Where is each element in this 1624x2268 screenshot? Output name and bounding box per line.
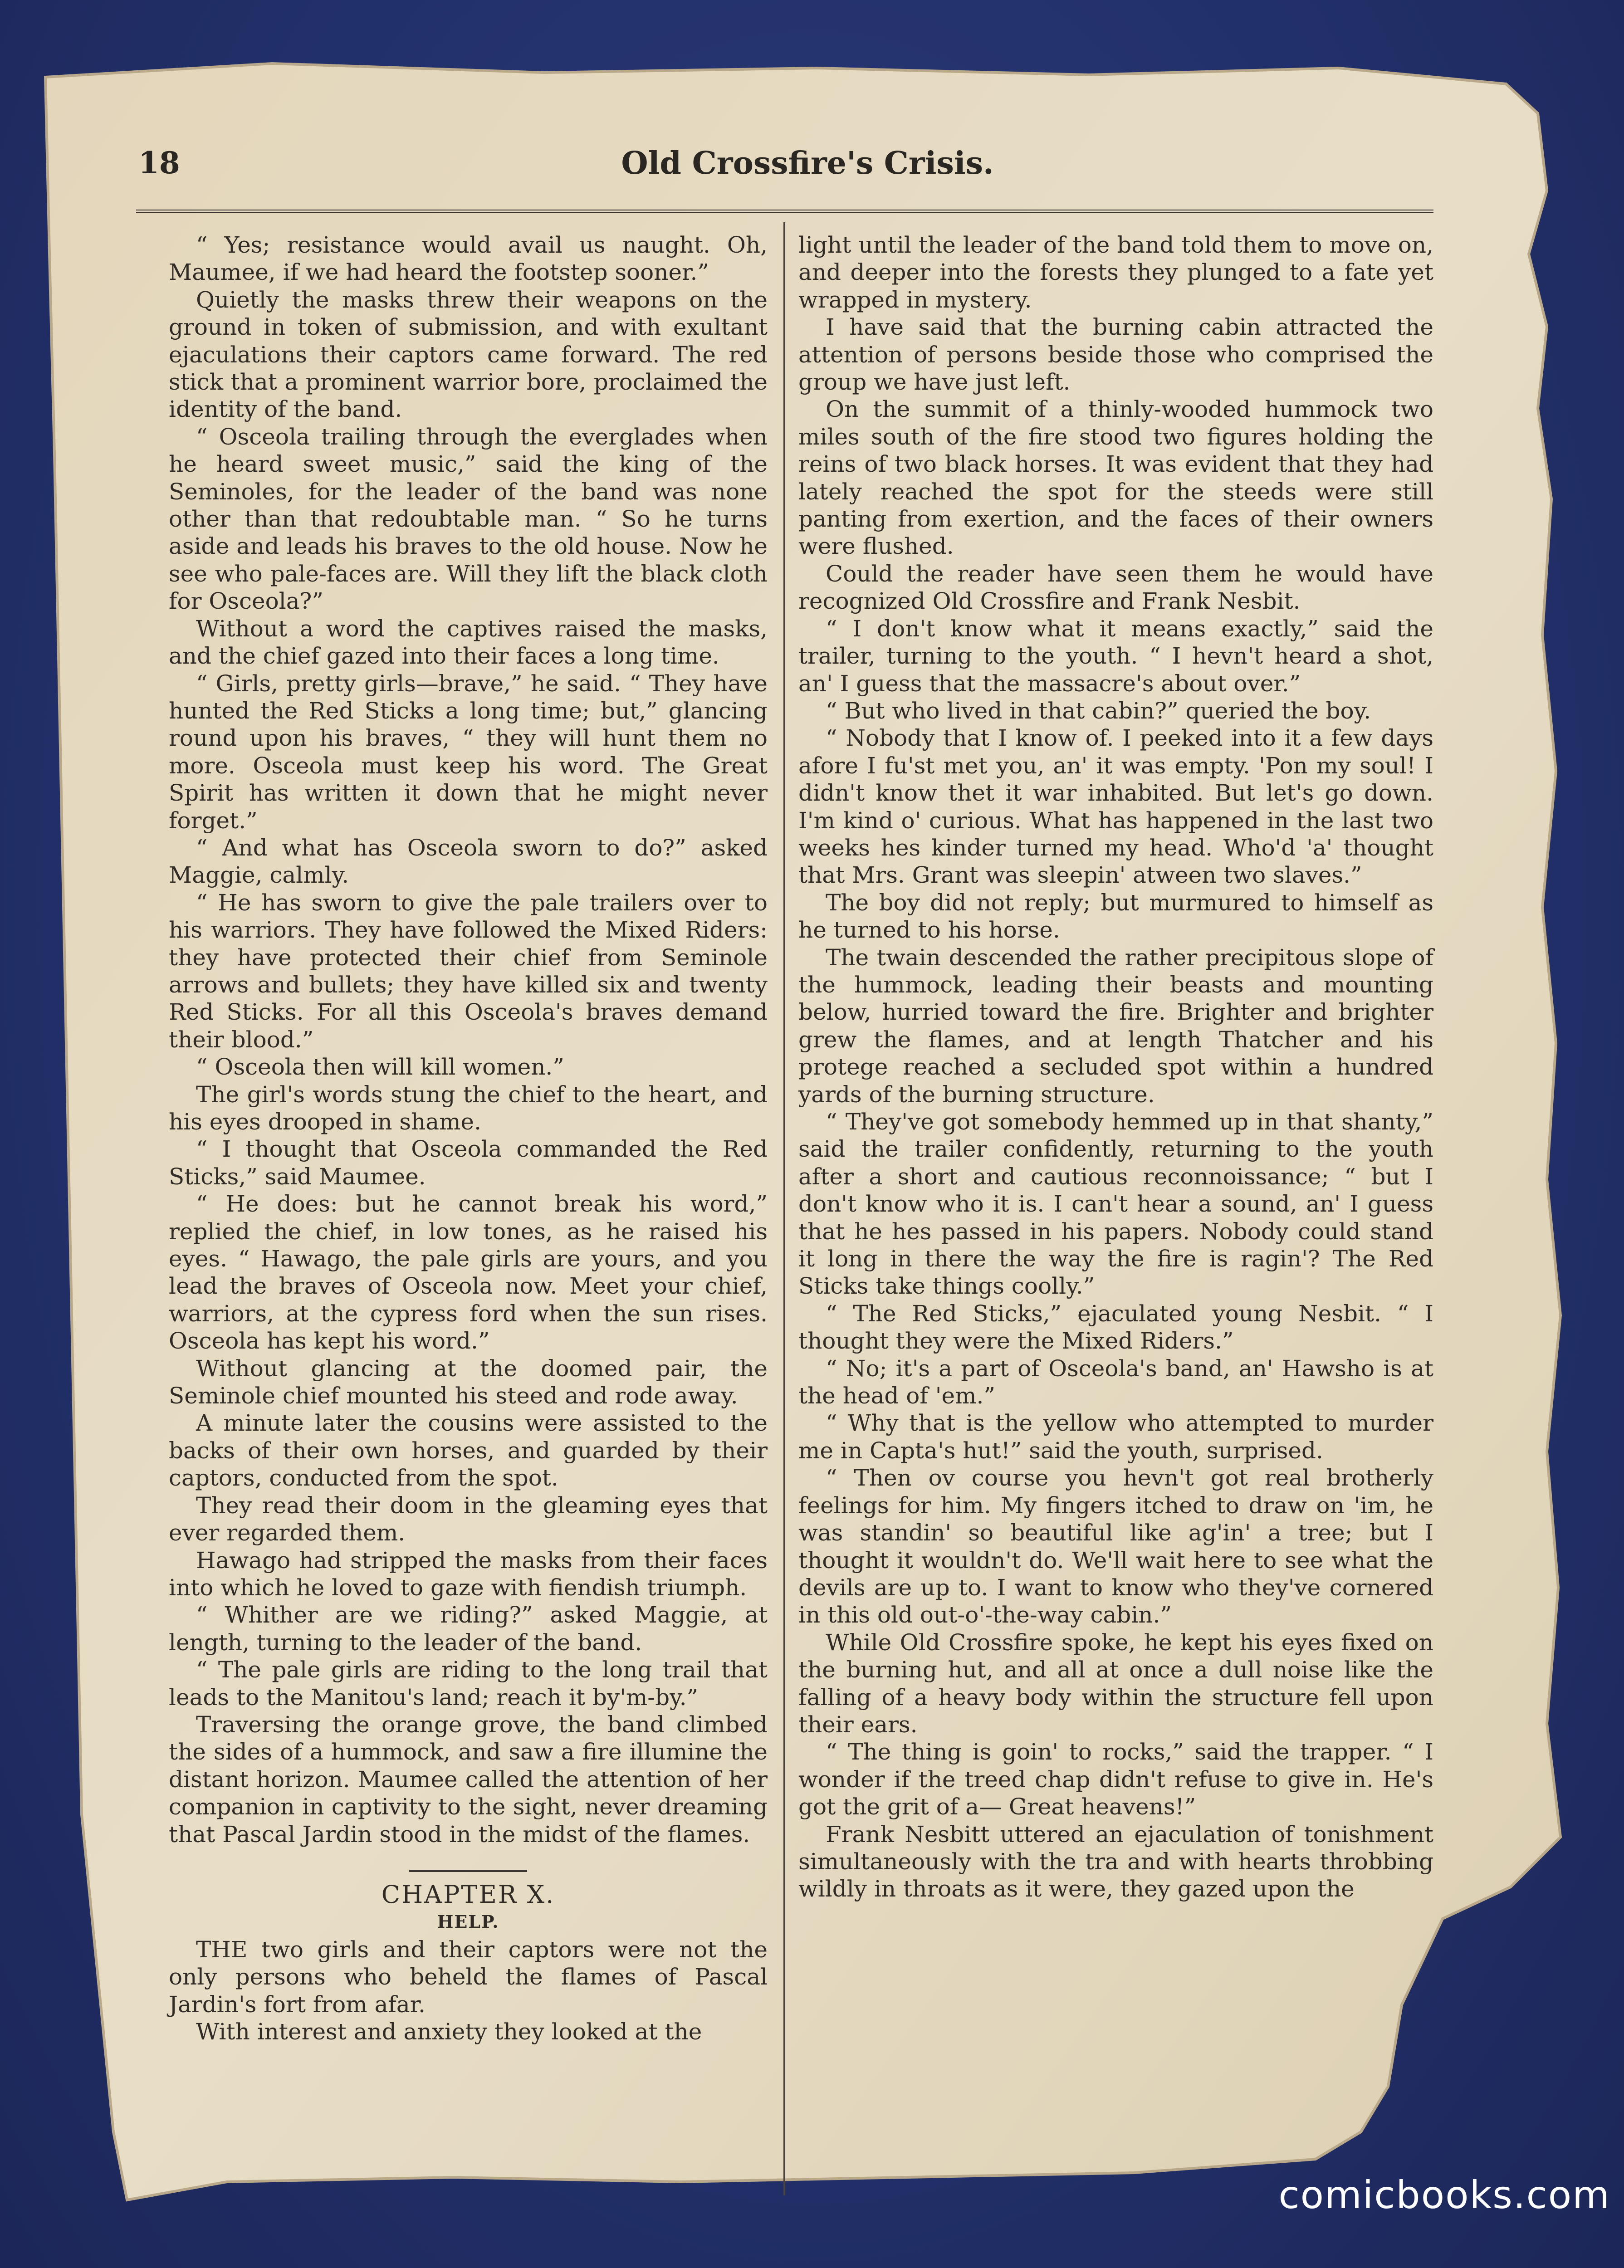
- paragraph: “ The Red Sticks,” ejaculated young Nesbit. “ I thought they were the Mixed Riders.”: [798, 1300, 1433, 1354]
- paragraph: “ But who lived in that cabin?” queried the boy.: [826, 697, 1371, 724]
- paragraph: THE two girls and their captors were not the only persons who beheld the flames of Pascal Jardin's fort from afar.: [169, 1936, 768, 2018]
- page-header: [0, 136, 1624, 195]
- paragraph: “ No; it's a part of Osceola's band, an' Hawsho is at the head of 'em.”: [798, 1355, 1433, 1409]
- column-divider: [783, 222, 785, 2195]
- right-text-column: [798, 231, 1433, 1903]
- paragraph: “ He does: but he cannot break his word,” replied the chief, in low tones, as he raised his eyes. “ Hawago, the pale girls are yours, and you lead the braves of Osceola now. Meet your chief, warriors, at the cypress ford when the sun rises. Osceola has kept his word.”: [169, 1191, 768, 1354]
- paragraph: Hawago had stripped the masks from their faces into which he loved to gaze with fiendish triumph.: [169, 1547, 768, 1601]
- chapter-heading: CHAPTER X.: [381, 1880, 555, 1909]
- paragraph: Frank Nesbitt uttered an ejaculation of tonishment simultaneously with the tra and with hearts throbbing wildly in throats as it were, they gazed upon the: [798, 1821, 1433, 1902]
- paragraph: With interest and anxiety they looked at the: [196, 2019, 702, 2045]
- paragraph: Without a word the captives raised the masks, and the chief gazed into their faces a long time.: [169, 615, 768, 670]
- paragraph: “ The thing is goin' to rocks,” said the trapper. “ I wonder if the treed chap didn't refuse to give in. He's got the grit of a— Great heavens!”: [798, 1739, 1433, 1820]
- paragraph: The twain descended the rather precipitous slope of the hummock, leading their beasts and mounting below, hurried toward the fire. Brighter and brighter grew the flames, and at length Thatcher and his protege reached a secluded spot within a hundred yards of the burning structure.: [798, 944, 1433, 1108]
- paragraph: “ Then ov course you hevn't got real brotherly feelings for him. My fingers itched to draw on 'im, he was standin' so beautiful like ag'in' a tree; but I thought it wouldn't do. We'll wait here to see what the devils are up to. I want to know who they've cornered in this old out-o'-the-way cabin.”: [798, 1465, 1433, 1628]
- chapter-subtitle: HELP.: [437, 1911, 499, 1932]
- paragraph: “ Girls, pretty girls—brave,” he said. “ They have hunted the Red Sticks a long time; but,” glancing round upon his braves, “ they will hunt them no more. Osceola must keep his word. The Great Spirit has written it down that he might never forget.”: [169, 670, 768, 834]
- header-rule: [136, 210, 1433, 213]
- paragraph: “ Nobody that I know of. I peeked into it a few days afore I fu'st met you, an' it was empty. 'Pon my soul! I didn't know thet it war inhabited. But let's go down. I'm kind o' curious. What has happened in the last two weeks hes kinder turned my head. Who'd 'a' thought that Mrs. Grant was sleepin' atween two slaves.”: [798, 725, 1433, 889]
- paragraph: “ Yes; resistance would avail us naught. Oh, Maumee, if we had heard the footstep sooner.”: [169, 232, 768, 286]
- paragraph: light until the leader of the band told them to move on, and deeper into the forests they plunged to a fate yet wrapped in mystery.: [798, 232, 1433, 313]
- paragraph: Traversing the orange grove, the band climbed the sides of a hummock, and saw a fire illumine the distant horizon. Maumee called the attention of her companion in captivity to the sight, never dreaming that Pascal Jardin stood in the midst of the flames.: [169, 1711, 768, 1848]
- paragraph: On the summit of a thinly-wooded hummock two miles south of the fire stood two figures holding the reins of two black horses. It was evident that they had lately reached the spot for the steeds were still panting from exertion, and the faces of their owners were flushed.: [798, 396, 1433, 560]
- paragraph: “ I thought that Osceola commanded the Red Sticks,” said Maumee.: [169, 1136, 768, 1190]
- paragraph: The girl's words stung the chief to the heart, and his eyes drooped in shame.: [169, 1081, 768, 1135]
- paragraph: Without glancing at the doomed pair, the Seminole chief mounted his steed and rode away.: [169, 1355, 768, 1409]
- paragraph: “ He has sworn to give the pale trailers over to his warriors. They have followed the Mixed Riders: they have protected their chief from Seminole arrows and bullets; they have killed six and twenty Red Sticks. For all this Osceola's braves demand their blood.”: [169, 889, 768, 1053]
- paragraph: “ Why that is the yellow who attempted to murder me in Capta's hut!” said the youth, surprised.: [798, 1410, 1433, 1464]
- watermark: comicbooks.com: [1278, 2173, 1610, 2217]
- paragraph: “ They've got somebody hemmed up in that shanty,” said the trailer confidently, returning to the youth after a short and cautious reconnoissance; “ but I don't know who it is. I can't hear a sound, an' I guess that he hes passed in his papers. Nobody could stand it long in there the way the fire is ragin'? The Red Sticks take things coolly.”: [798, 1109, 1433, 1300]
- page-number: 18: [138, 145, 180, 181]
- paragraph: “ Osceola trailing through the everglades when he heard sweet music,” said the king of the Seminoles, for the leader of the band was none other than that redoubtable man. “ So he turns aside and leads his braves to the old house. Now he see who pale-faces are. Will they lift the black cloth for Osceola?”: [169, 423, 768, 615]
- paragraph: They read their doom in the gleaming eyes that ever regarded them.: [169, 1492, 768, 1546]
- left-text-column: [169, 231, 768, 2045]
- paragraph: “ The pale girls are riding to the long trail that leads to the Manitou's land; reach it by'm-by.”: [169, 1657, 768, 1711]
- paragraph: “ Osceola then will kill women.”: [196, 1054, 564, 1080]
- paragraph: “ And what has Osceola sworn to do?” asked Maggie, calmly.: [169, 834, 768, 889]
- running-title: Old Crossfire's Crisis.: [621, 145, 994, 181]
- paragraph: “ Whither are we riding?” asked Maggie, at length, turning to the leader of the band.: [169, 1602, 768, 1656]
- chapter-rule: [409, 1870, 527, 1872]
- paragraph: A minute later the cousins were assisted to the backs of their own horses, and guarded by their captors, conducted from the spot.: [169, 1410, 768, 1491]
- paragraph: Quietly the masks threw their weapons on the ground in token of submission, and with exultant ejaculations their captors came forward. The red stick that a prominent warrior bore, proclaimed the identity of the band.: [169, 286, 768, 423]
- paragraph: “ I don't know what it means exactly,” said the trailer, turning to the youth. “ I hevn't heard a shot, an' I guess that the massacre's about over.”: [798, 615, 1433, 697]
- paragraph: The boy did not reply; but murmured to himself as he turned to his horse.: [798, 889, 1433, 943]
- paragraph: Could the reader have seen them he would have recognized Old Crossfire and Frank Nesbit.: [798, 560, 1433, 615]
- paragraph: While Old Crossfire spoke, he kept his eyes fixed on the burning hut, and all at once a dull noise like the falling of a heavy body within the structure fell upon their ears.: [798, 1629, 1433, 1738]
- paragraph: I have said that the burning cabin attracted the attention of persons beside those who comprised the group we have just left.: [798, 314, 1433, 396]
